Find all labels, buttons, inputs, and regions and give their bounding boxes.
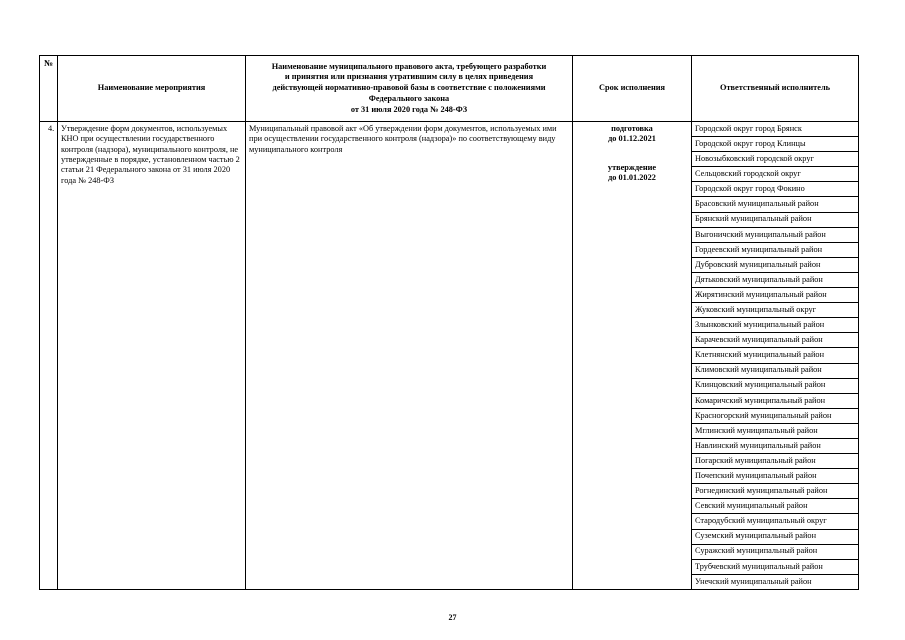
executor-row [692,182,858,197]
executor-row [692,574,858,589]
header-executor: Ответственный исполнитель [692,56,859,122]
term-prep-label: подготовка [611,124,653,133]
executor-row [692,454,858,469]
executor-row [692,137,858,152]
header-number: № [40,56,58,122]
executor-row [692,227,858,242]
header-term: Срок исполнения [573,56,692,122]
executor-name: Рогнединский муниципальный район [692,484,858,499]
plan-table [39,55,859,590]
executor-name: Гордеевский муниципальный район [692,242,858,257]
executor-name: Жирятинский муниципальный район [692,288,858,303]
executor-name: Стародубский муниципальный округ [692,514,858,529]
executor-name: Сельцовский городской округ [692,167,858,182]
header-act-line: от 31 июля 2020 года № 248-ФЗ [350,104,468,114]
executor-name: Навлинский муниципальный район [692,438,858,453]
executor-row [692,529,858,544]
executor-name: Суражский муниципальный район [692,544,858,559]
executor-name: Злынковский муниципальный район [692,318,858,333]
executors-list [692,122,858,589]
header-act-line: действующей нормативно-правовой базы в соответствие с положениями [272,83,546,93]
row-executors [692,122,859,590]
executor-row [692,393,858,408]
page-number: 27 [448,613,457,622]
executor-row [692,318,858,333]
executor-row [692,378,858,393]
executor-row [692,257,858,272]
executor-row [692,288,858,303]
executor-row [692,484,858,499]
executor-name: Выгоничский муниципальный район [692,227,858,242]
executor-row [692,499,858,514]
executor-row [692,303,858,318]
executor-name: Жуковский муниципальный округ [692,303,858,318]
executor-row [692,272,858,287]
table-header-row [40,56,859,122]
executor-row [692,514,858,529]
executor-name: Дятьковский муниципальный район [692,272,858,287]
header-act [246,56,573,122]
executor-name: Брянский муниципальный район [692,212,858,227]
executor-name: Карачевский муниципальный район [692,333,858,348]
executor-row [692,559,858,574]
executor-name: Погарский муниципальный район [692,454,858,469]
executor-row [692,197,858,212]
executor-row [692,423,858,438]
executor-name: Суземский муниципальный район [692,529,858,544]
executor-row [692,122,858,137]
executor-row [692,408,858,423]
executor-name: Унечский муниципальный район [695,576,812,586]
executor-row [692,363,858,378]
table-row [40,122,859,590]
header-act-line: и принятия или признания утратившим силу в целях приведения [284,72,534,82]
executor-name: Клетнянский муниципальный район [692,348,858,363]
row-act: Муниципальный правовой акт «Об утверждении форм документов, используемых ими при осуществлении государственного контроля (надзора)» по соответствующему виду муниципального контроля [246,122,573,590]
row-term [573,122,692,590]
header-event: Наименование мероприятия [58,56,246,122]
row-number: 4. [40,122,58,590]
executor-name: Клинцовский муниципальный район [692,378,858,393]
executor-name: Брасовский муниципальный район [692,197,858,212]
executor-name: Почепский муниципальный район [692,469,858,484]
executor-row [692,167,858,182]
executor-row [692,469,858,484]
executor-row [692,438,858,453]
executor-name: Городской округ город Клинцы [692,137,858,152]
executor-row [692,348,858,363]
executor-name: Дубровский муниципальный район [692,257,858,272]
executor-row [692,212,858,227]
executor-row [692,242,858,257]
header-act-line: Федерального закона [368,93,450,103]
term-approve-label: утверждение [607,162,657,172]
executor-name: Красногорский муниципальный район [692,408,858,423]
executor-row [692,152,858,167]
header-act-line: Наименование муниципального правового акта, требующего разработки [271,61,547,71]
executor-row [692,544,858,559]
executor-name: Комаричский муниципальный район [692,393,858,408]
executor-name: Городской округ город Фокино [692,182,858,197]
executor-name: Климовский муниципальный район [692,363,858,378]
executor-name: Городской округ город Брянск [692,122,858,137]
term-prep-date: до 01.12.2021 [608,134,656,144]
executor-name: Трубчевский муниципальный район [692,559,858,574]
executor-name: Мглинский муниципальный район [692,423,858,438]
executor-row [692,333,858,348]
row-event: Утверждение форм документов, используемых КНО при осуществлении государственного контроля (надзора), муниципального контроля, не утвержденные в порядке, установленном частью 2 статьи 21 Федерального закона от 31 июля 2020 года № 248-ФЗ [58,122,246,590]
executor-name: Севский муниципальный район [692,499,858,514]
executor-name: Новозыбковский городской округ [692,152,858,167]
term-approve-date: до 01.01.2022 [608,173,656,183]
